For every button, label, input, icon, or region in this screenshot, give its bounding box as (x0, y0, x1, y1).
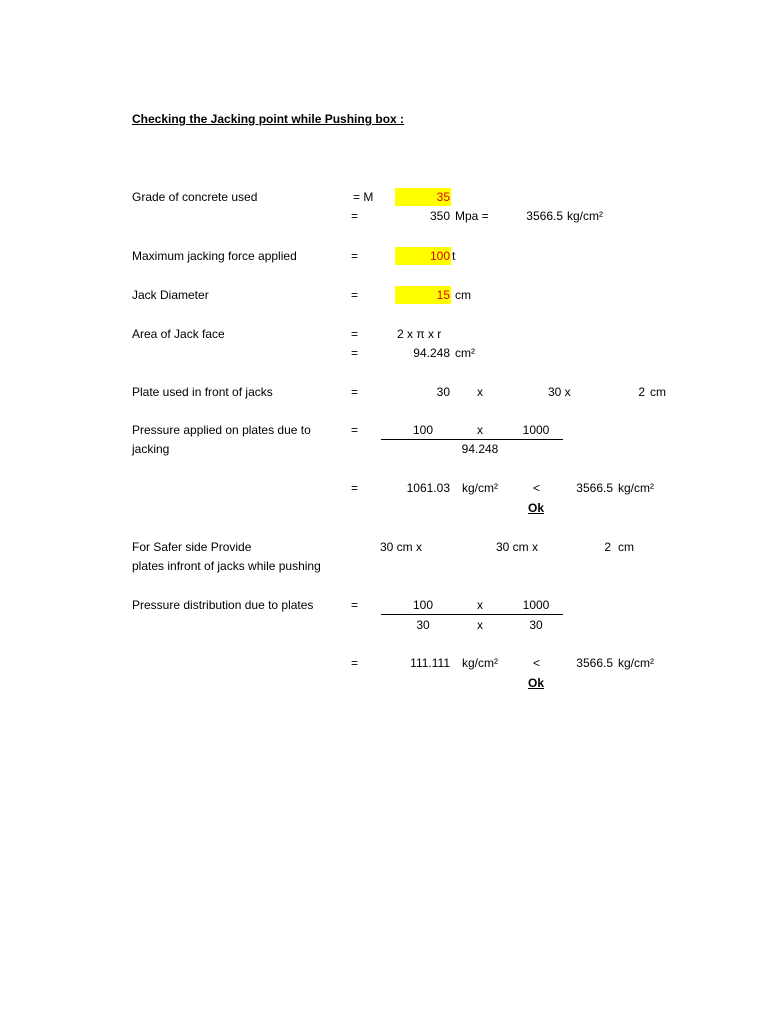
pressure-result: 1061.03 (406, 481, 450, 495)
distribution-den-b: 30 (529, 618, 543, 632)
pressure-eq2: = (351, 481, 359, 495)
grade-eq-m: = M (353, 190, 374, 204)
area-eq2: = (351, 346, 359, 360)
pressure-label-line1: Pressure applied on plates due to (132, 423, 311, 437)
diameter-value[interactable]: 15 (436, 288, 450, 302)
area-eq1: = (351, 327, 359, 341)
pressure-den: 94.248 (461, 442, 499, 456)
grade-kg-unit: kg/cm² (567, 209, 603, 223)
safer-label-line1: For Safer side Provide (132, 540, 252, 554)
pressure-num-b: 1000 (522, 423, 550, 437)
plate-label: Plate used in front of jacks (132, 385, 273, 399)
distribution-eq: = (351, 598, 359, 612)
pressure-limit-unit: kg/cm² (618, 481, 654, 495)
pressure-eq: = (351, 423, 359, 437)
distribution-result-unit: kg/cm² (462, 656, 498, 670)
grade-mpa-value: 350 (429, 209, 450, 223)
plate-thickness: 2 (638, 385, 645, 399)
distribution-num-a: 100 (412, 598, 434, 612)
area-value: 94.248 (413, 346, 450, 360)
distribution-num-b: 1000 (522, 598, 550, 612)
diameter-unit: cm (455, 288, 471, 302)
grade-label: Grade of concrete used (132, 190, 258, 204)
distribution-limit: 3566.5 (576, 656, 613, 670)
diameter-eq: = (351, 288, 359, 302)
grade-eq2: = (351, 209, 359, 223)
plate-width: 30 (436, 385, 450, 399)
pressure-fraction-line (381, 439, 563, 440)
pressure-num-x: x (477, 423, 483, 437)
page-title: Checking the Jacking point while Pushing box : (132, 112, 405, 126)
distribution-result: 111.111 (410, 656, 450, 670)
safer-label-line2: plates infront of jacks while pushing (132, 559, 321, 573)
pressure-num-a: 100 (412, 423, 434, 437)
diameter-label: Jack Diameter (132, 288, 209, 302)
grade-mpa-unit: Mpa = (455, 209, 489, 223)
distribution-fraction-line (381, 614, 563, 615)
force-unit: t (452, 249, 456, 263)
plate-eq: = (351, 385, 359, 399)
plate-unit: cm (650, 385, 666, 399)
pressure-compare: < (533, 481, 541, 495)
force-eq: = (351, 249, 359, 263)
distribution-den-x: x (477, 618, 483, 632)
safer-height: 30 cm x (496, 540, 539, 554)
grade-value[interactable]: 35 (436, 190, 450, 204)
pressure-limit: 3566.5 (576, 481, 613, 495)
safer-width: 30 cm x (380, 540, 423, 554)
distribution-limit-unit: kg/cm² (618, 656, 654, 670)
distribution-status: Ok (528, 676, 545, 690)
plate-height: 30 x (548, 385, 571, 399)
distribution-den-a: 30 (416, 618, 430, 632)
distribution-label: Pressure distribution due to plates (132, 598, 314, 612)
grade-kg-value: 3566.5 (526, 209, 563, 223)
distribution-compare: < (533, 656, 541, 670)
pressure-status: Ok (528, 501, 545, 515)
area-unit: cm² (455, 346, 475, 360)
area-formula: 2 x π x r (397, 327, 442, 341)
area-label: Area of Jack face (132, 327, 225, 341)
safer-unit: cm (618, 540, 634, 554)
force-label: Maximum jacking force applied (132, 249, 297, 263)
distribution-num-x: x (477, 598, 483, 612)
pressure-label-line2: jacking (132, 442, 170, 456)
safer-thickness: 2 (604, 540, 611, 554)
distribution-eq2: = (351, 656, 359, 670)
force-value[interactable]: 100 (429, 249, 450, 263)
pressure-result-unit: kg/cm² (462, 481, 498, 495)
plate-x1: x (477, 385, 483, 399)
